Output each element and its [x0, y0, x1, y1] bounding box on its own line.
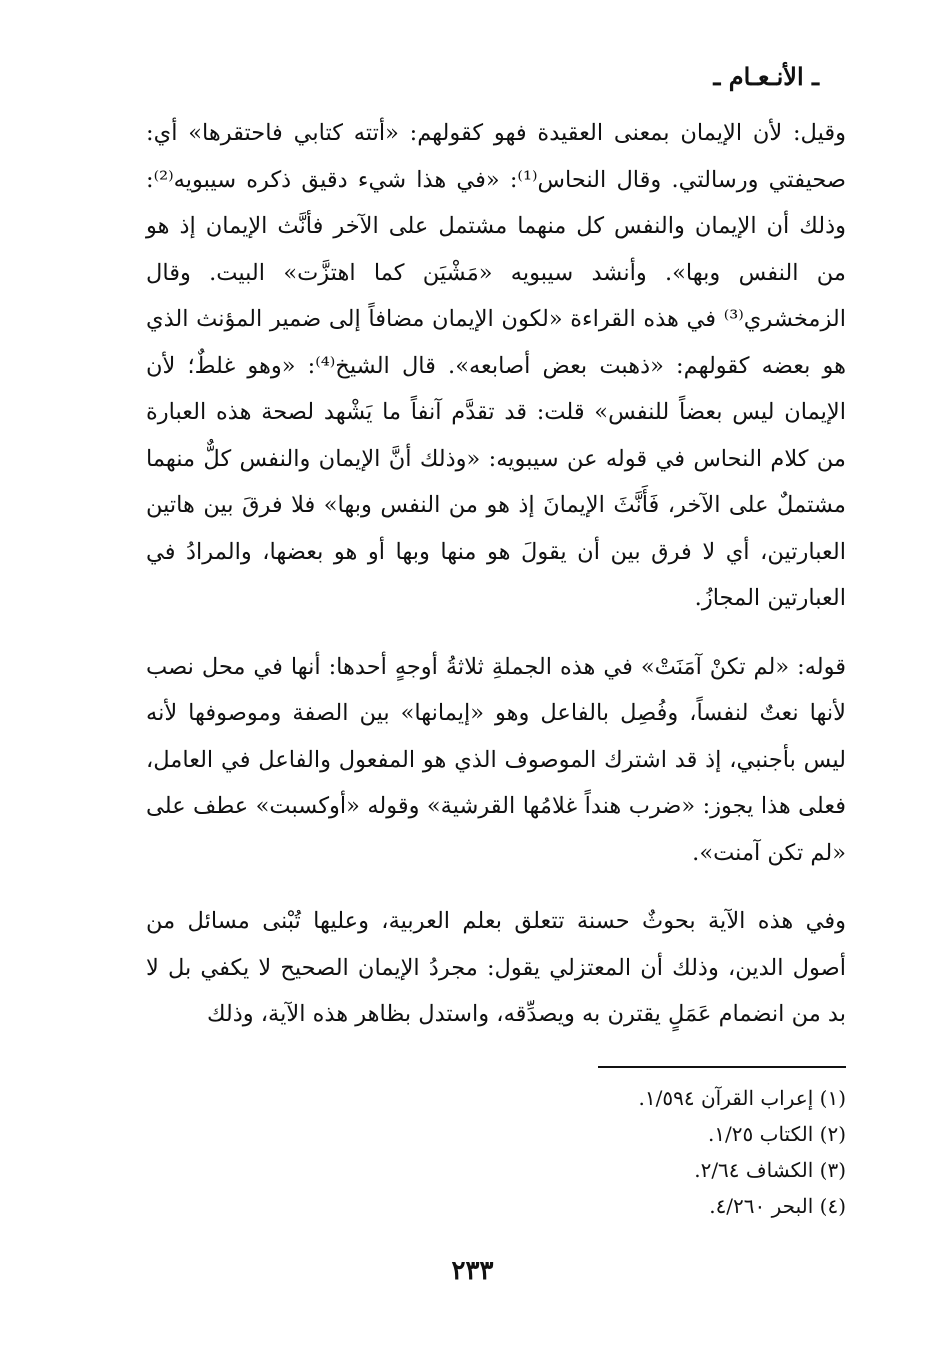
paragraph-1: وقيل: لأن الإيمان بمعنى العقيدة فهو كقولهم: «أتته كتابي فاحتقرها» أي: صحيفتي ورسالتي. وقال النحاس⁽¹⁾: «في هذا شيء دقيق ذكره سيبويه⁽²⁾: وذلك أن الإيمان والنفس كل منهما مشتمل على الآخر فأنَّث الإيمان إذ هو من النفس وبها». وأنشد سيبويه «مَشْيَن كما اهتزَّت» البيت. وقال الزمخشري⁽³⁾ في هذه القراءة «لكون الإيمان مضافاً إلى ضمير المؤنث الذي هو بعضه كقولهم: «ذهبت بعض أصابعه». قال الشيخ⁽⁴⁾: «وهو غلطٌ؛ لأن الإيمان ليس بعضاً للنفس» قلت: قد تقدَّم آنفاً ما يَشْهد لصحة هذه العبارة من كلام النحاس في قوله عن سيبويه: «وذلك أنَّ الإيمان والنفس كلٌّ منهما مشتملٌ على الآخر، فَأَنَّثَ الإيمانَ إذ هو من النفس وبها» فلا فرقَ بين هاتين العبارتين، أي لا فرق بين أن يقولَ هو منها وبها أو هو بعضها، والمرادُ في العبارتين المجازُ.	[146, 120, 847, 611]
footnote-4: (٤) البحر ٤/٢٦٠.	[709, 1194, 846, 1218]
footnotes	[400, 1080, 846, 1224]
footnote-2: (٢) الكتاب ١/٢٥.	[707, 1122, 846, 1146]
footnote-divider	[598, 1066, 846, 1068]
paragraph-2: قوله: «لم تكنْ آمَنَتْ» في هذه الجملةِ ثلاثةُ أوجهٍ أحدها: أنها في محل نصب لأنها نعتٌ لنفساً، وفُصِل بالفاعل وهو «إيمانها» بين الصفة وموصوفها لأنه ليس بأجنبي، إذ قد اشترك الموصوف الذي هو المفعول والفاعل في العامل، فعلى هذا يجوز: «ضرب هنداً غلامُها القرشية» وقوله «أوكسبت» عطف على «لم تكن آمنت».	[146, 653, 846, 866]
footnote-3: (٣) الكشاف ٢/٦٤.	[694, 1158, 846, 1182]
paragraph-3: وفي هذه الآية بحوثٌ حسنة تتعلق بعلم العربية، وعليها تُبْنى مسائل من أصول الدين، وذلك أن المعتزلي يقول: مجردُ الإيمان الصحيح لا يكفي بل لا بد من انضمام عَمَلٍ يقترن به ويصدِّقه، واستدل بظاهر هذه الآية، وذلك	[146, 908, 846, 1027]
main-text	[146, 110, 846, 1038]
running-head: ـ الأنـعـام ـ	[713, 62, 819, 91]
footnote-1: (١) إعراب القرآن ١/٥٩٤.	[638, 1086, 846, 1110]
page-number: ٢٣٣	[451, 1256, 494, 1286]
